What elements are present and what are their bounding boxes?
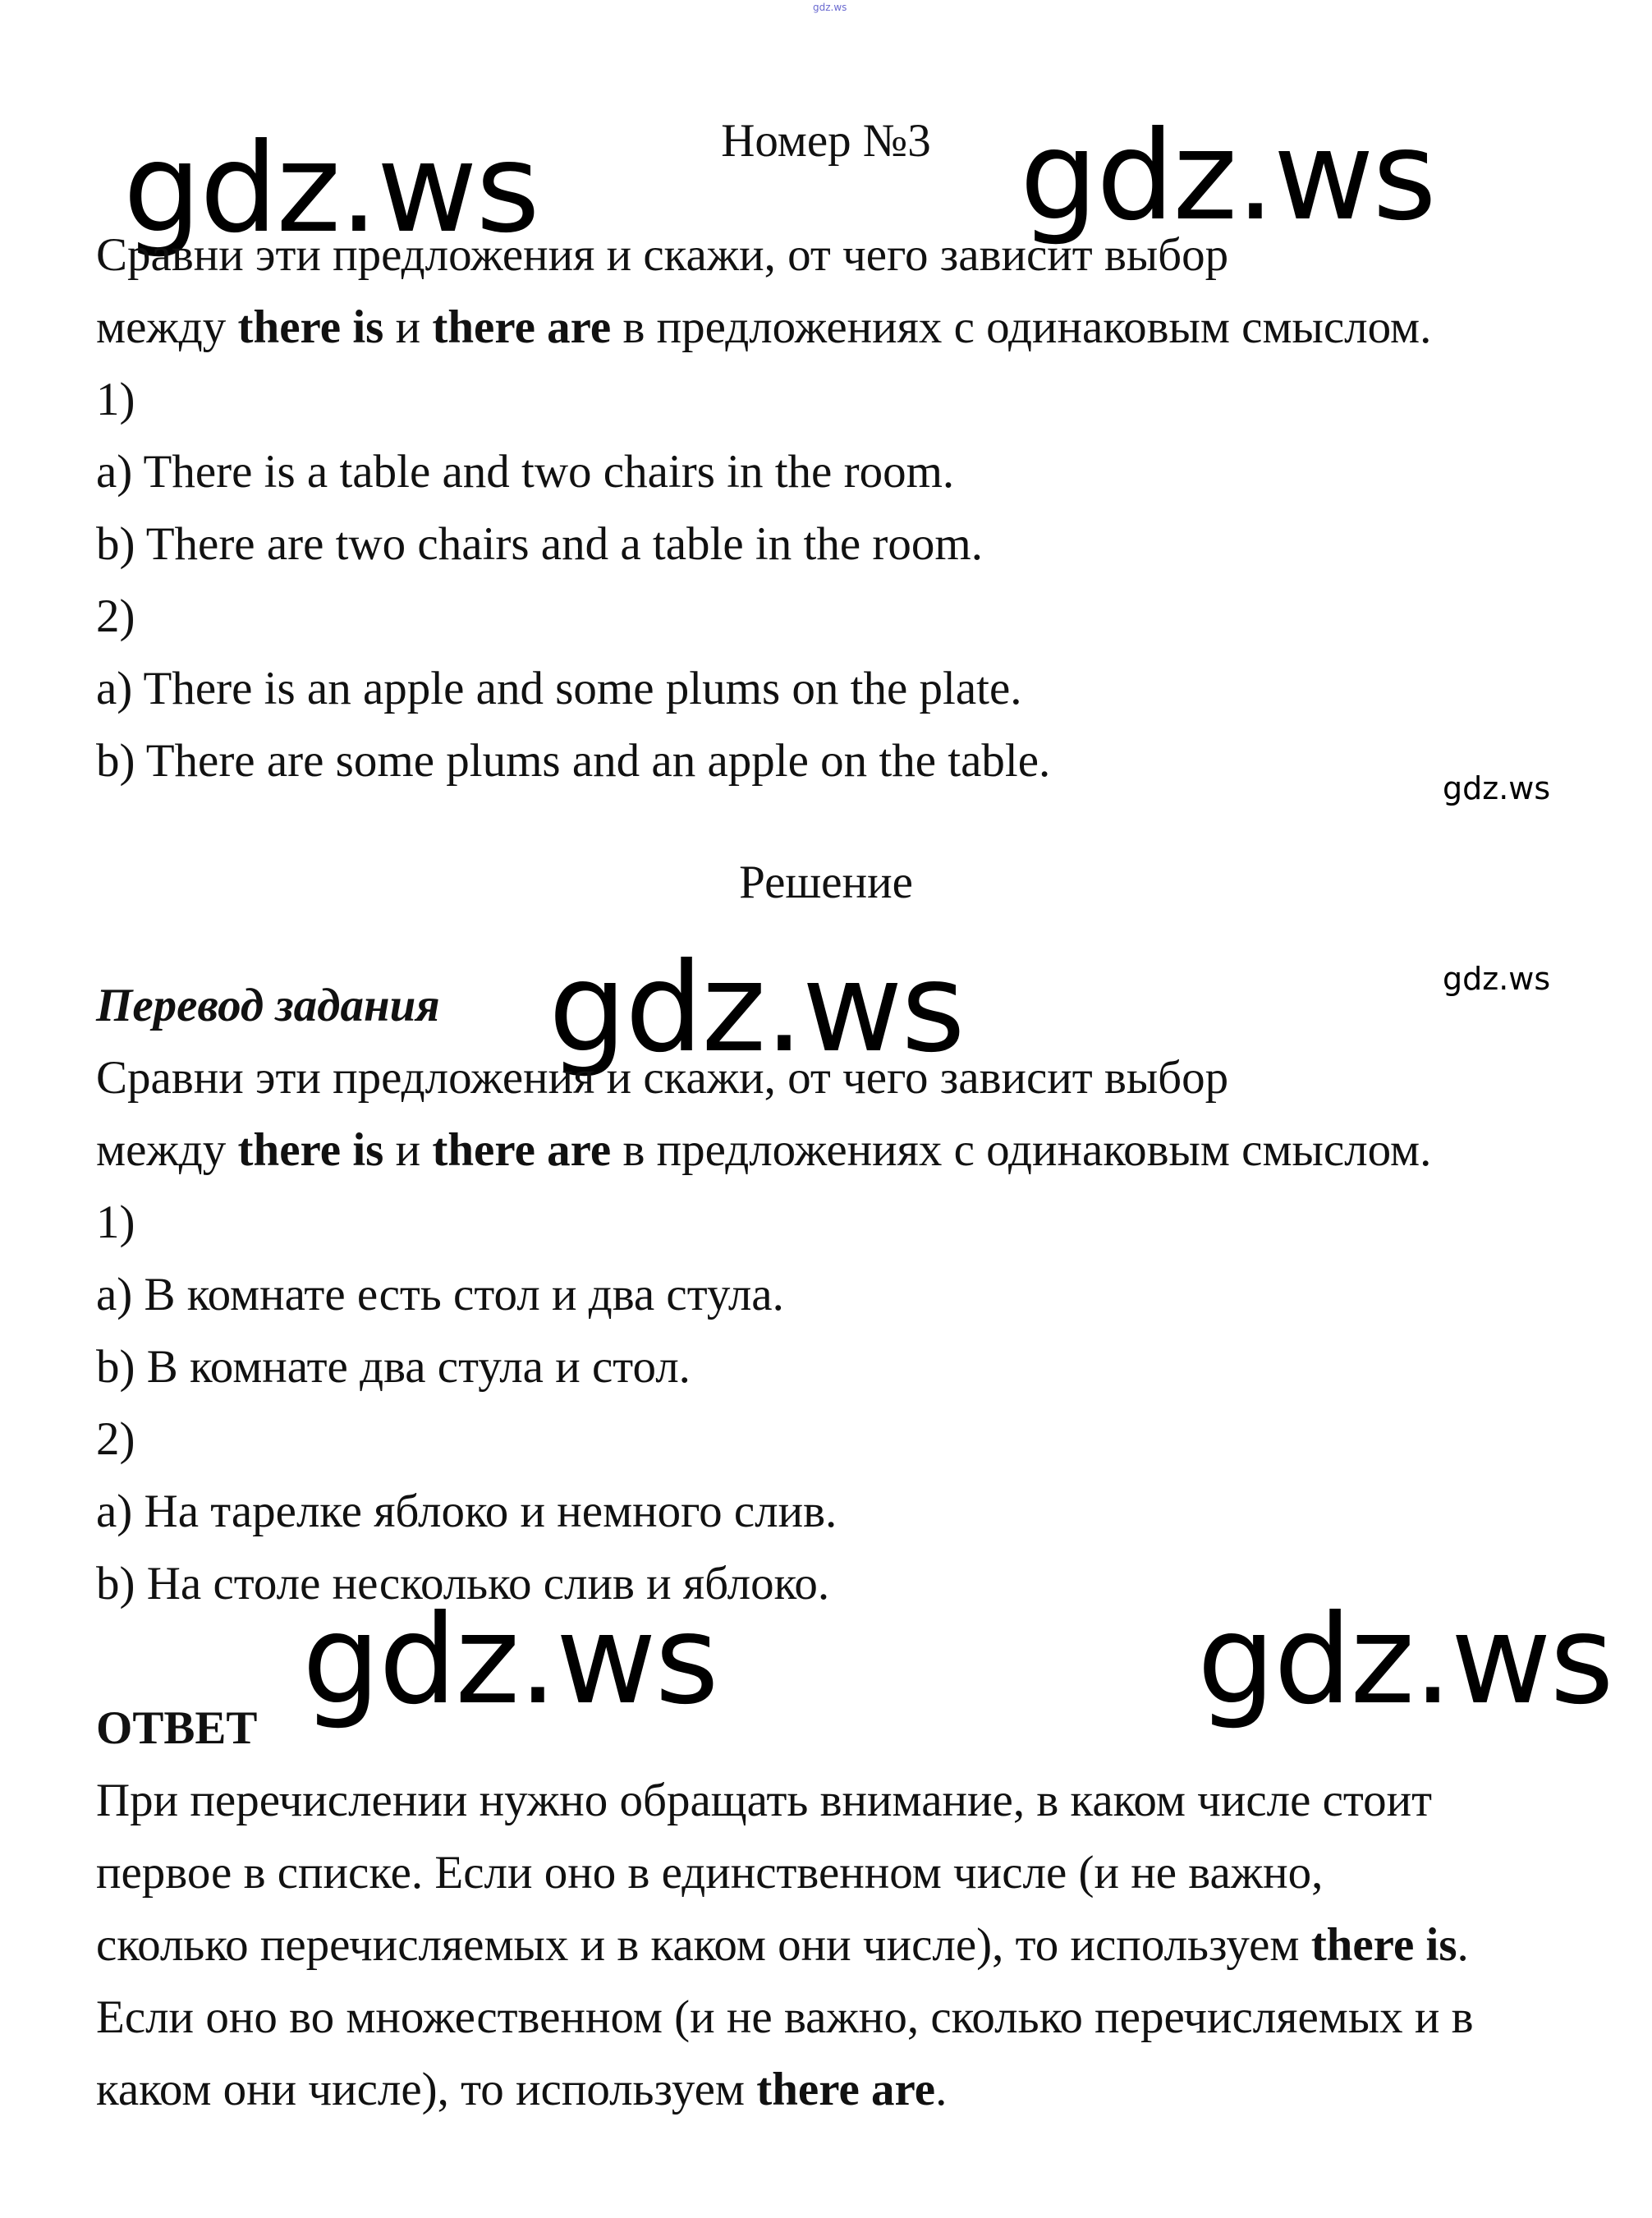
task-sentence-2b: b) There are some plums and an apple on the table.	[96, 735, 1051, 787]
answer-line-3: сколько перечисляемых и в каком они числе), то используем there is.	[96, 1919, 1469, 1971]
task-sentence-1b: b) There are two chairs and a table in the room.	[96, 518, 983, 570]
task-number-2: 2)	[96, 590, 135, 642]
watermark-bottom-right: gdz.ws	[1197, 1589, 1613, 1732]
task-sentence-1a: a) There is a table and two chairs in the room.	[96, 446, 955, 498]
translation-sentence-2b: b) На столе несколько слив и яблоко.	[96, 1558, 830, 1610]
watermark-middle: gdz.ws	[548, 937, 964, 1080]
translation-sentence-1a: a) В комнате есть стол и два стула.	[96, 1269, 784, 1320]
translation-line-2: между there is и there are в предложениях с одинаковым смыслом.	[96, 1124, 1432, 1176]
page-title: Номер №3	[721, 115, 931, 167]
watermark-bottom-left: gdz.ws	[302, 1589, 718, 1732]
translation-line-1: Сравни эти предложения и скажи, от чего зависит выбор	[96, 1052, 1229, 1104]
translation-sentence-1b: b) В комнате два стула и стол.	[96, 1341, 691, 1393]
translation-heading: Перевод задания	[96, 980, 440, 1031]
answer-line-2: первое в списке. Если оно в единственном числе (и не важно,	[96, 1847, 1324, 1899]
answer-line-1: При перечислении нужно обращать внимание, в каком числе стоит	[96, 1775, 1433, 1826]
task-sentence-2a: a) There is an apple and some plums on the plate.	[96, 663, 1022, 714]
translation-number-1: 1)	[96, 1196, 135, 1248]
solution-heading: Решение	[739, 856, 913, 908]
watermark-small-2: gdz.ws	[1443, 961, 1551, 997]
answer-line-4: Если оно во множественном (и не важно, сколько перечисляемых и в	[96, 1991, 1474, 2043]
translation-sentence-2a: a) На тарелке яблоко и немного слив.	[96, 1486, 837, 1537]
answer-line-5: каком они числе), то используем there are.	[96, 2064, 948, 2115]
task-number-1: 1)	[96, 374, 135, 425]
watermark-top-left: gdz.ws	[123, 117, 539, 260]
task-line-1: Сравни эти предложения и скажи, от чего зависит выбор	[96, 229, 1229, 281]
task-line-2: между there is и there are в предложениях с одинаковым смыслом.	[96, 301, 1432, 353]
watermark-small-1: gdz.ws	[1443, 770, 1551, 806]
watermark-top-right: gdz.ws	[1020, 105, 1435, 248]
answer-heading: ОТВЕТ	[96, 1702, 258, 1754]
translation-number-2: 2)	[96, 1413, 135, 1465]
watermark-top-tiny: gdz.ws	[813, 2, 847, 13]
